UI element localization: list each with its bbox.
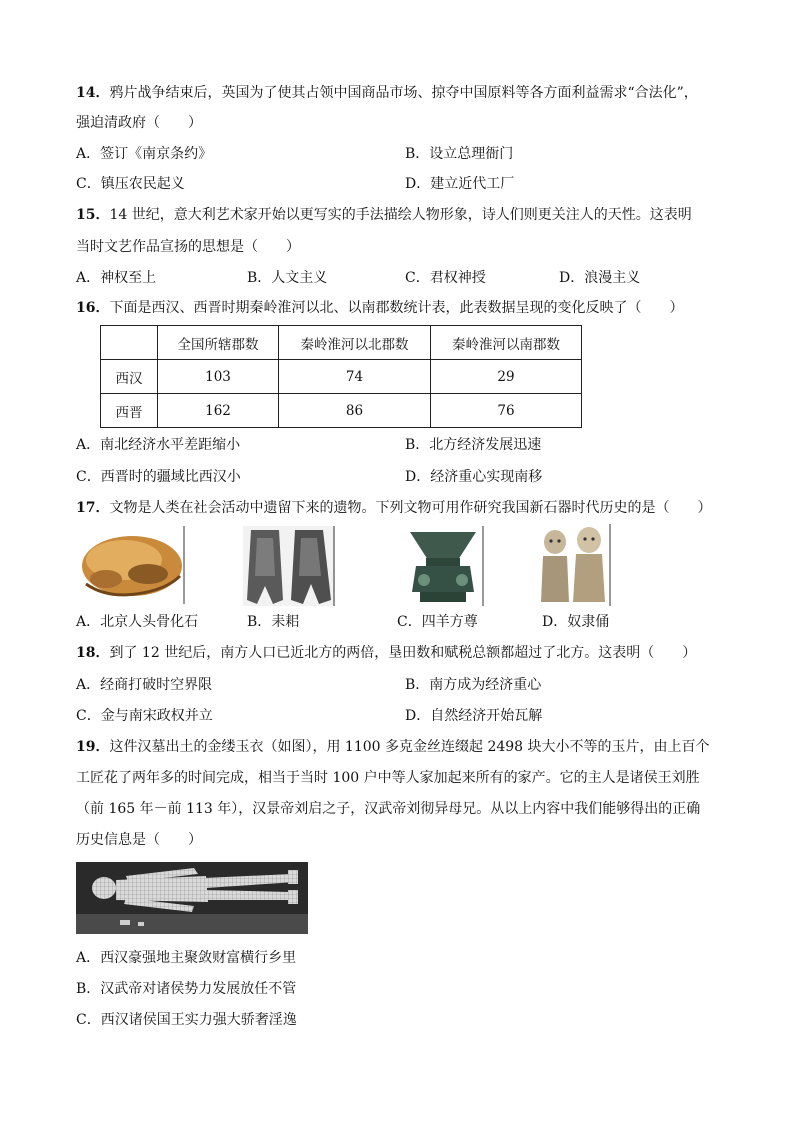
- q16-stem-line1: [76, 298, 683, 318]
- q14-stem-line1: [76, 83, 698, 103]
- peking-man-skull-image: [76, 524, 188, 606]
- q14-option-b[interactable]: B．设立总理衙门: [405, 146, 514, 162]
- q17-option-d[interactable]: D．奴隶俑: [542, 614, 610, 630]
- q19-stem-line4: 历史信息是（ ）: [76, 832, 202, 848]
- table-cell: 86: [279, 394, 431, 428]
- q16-option-b[interactable]: B．北方经济发展迅速: [405, 437, 542, 453]
- table-cell: 西晋: [101, 394, 158, 428]
- table-header-cell: [101, 326, 158, 360]
- q19-option-b[interactable]: B．汉武帝对诸侯势力发展放任不管: [76, 981, 297, 997]
- q16-option-c[interactable]: C．西晋时的疆域比西汉小: [76, 469, 241, 485]
- q19-number: 19．: [76, 739, 110, 755]
- table-row: [101, 394, 582, 428]
- q14-stem-line2: 强迫清政府（ ）: [76, 115, 202, 131]
- table-header-row: [101, 326, 582, 360]
- q15-option-c[interactable]: C．君权神授: [405, 270, 486, 286]
- q15-option-a[interactable]: A．神权至上: [76, 270, 157, 286]
- q18-option-c[interactable]: C．金与南宋政权并立: [76, 708, 213, 724]
- q15-stem-line2: 当时文艺作品宣扬的思想是（ ）: [76, 239, 300, 255]
- q17-option-a[interactable]: A．北京人头骨化石: [76, 614, 199, 630]
- q14-text: 鸦片战争结束后，英国为了使其占领中国商品市场、掠夺中国原料等各方面利益需求“合法化”，: [109, 85, 698, 101]
- q17-text: 文物是人类在社会活动中遗留下来的遗物。下列文物可用作研究我国新石器时代历史的是（ ）: [109, 500, 712, 516]
- q19-stem-line1: [76, 737, 710, 757]
- q16-option-d[interactable]: D．经济重心实现南移: [405, 469, 543, 485]
- q17-option-c[interactable]: C．四羊方尊: [397, 614, 478, 630]
- q17-option-b[interactable]: B．耒耜: [247, 614, 300, 630]
- q17-stem-line1: [76, 498, 711, 518]
- table-row: [101, 360, 582, 394]
- q16-text: 下面是西汉、西晋时期秦岭淮河以北、以南郡数统计表，此表数据呈现的变化反映了（ ）: [109, 300, 684, 316]
- q16-option-a[interactable]: A．南北经济水平差距缩小: [76, 437, 241, 453]
- q15-number: 15．: [76, 207, 110, 223]
- q16-number: 16．: [76, 300, 110, 316]
- table-cell: 103: [158, 360, 279, 394]
- q14-number: 14．: [76, 85, 110, 101]
- four-ram-zun-image: [402, 526, 484, 606]
- table-cell: 29: [431, 360, 582, 394]
- q15-option-d[interactable]: D．浪漫主义: [559, 270, 641, 286]
- q14-option-c[interactable]: C．镇压农民起义: [76, 176, 185, 192]
- q18-option-d[interactable]: D．自然经济开始瓦解: [405, 708, 543, 724]
- table-cell: 76: [431, 394, 582, 428]
- q15-option-b[interactable]: B．人文主义: [247, 270, 328, 286]
- q19-stem-line2: 工匠花了两年多的时间完成，相当于当时 100 户中等人家加起来所有的家产。它的主人是诸侯王刘胜: [76, 770, 700, 786]
- q14-option-d[interactable]: D．建立近代工厂: [405, 176, 515, 192]
- q18-number: 18．: [76, 645, 110, 661]
- q19-text: 这件汉墓出土的金缕玉衣（如图），用 1100 多克金丝连缀起 2498 块大小不等的玉片，由上百个: [109, 739, 710, 755]
- county-statistics-table: [100, 325, 582, 428]
- table-header-cell: 秦岭淮河以北郡数: [279, 326, 431, 360]
- q14-option-a[interactable]: A．签订《南京条约》: [76, 146, 213, 162]
- q18-text: 到了 12 世纪后，南方人口已近北方的两倍，垦田数和赋税总额都超过了北方。这表明（ ）: [109, 645, 697, 661]
- q18-option-a[interactable]: A．经商打破时空界限: [76, 677, 213, 693]
- q15-text: 14 世纪，意大利艺术家开始以更写实的手法描绘人物形象，诗人们则更关注人的天性。这表明: [109, 207, 692, 223]
- slave-figurines-image: [535, 524, 611, 606]
- q19-option-c[interactable]: C．西汉诸侯国王实力强大骄奢淫逸: [76, 1012, 297, 1028]
- table-cell: 西汉: [101, 360, 158, 394]
- table-header-cell: 秦岭淮河以南郡数: [431, 326, 582, 360]
- q18-option-b[interactable]: B．南方成为经济重心: [405, 677, 542, 693]
- leisi-tool-image: [243, 526, 335, 606]
- q17-number: 17．: [76, 500, 110, 516]
- q19-option-a[interactable]: A．西汉豪强地主聚敛财富横行乡里: [76, 950, 297, 966]
- q18-stem-line1: [76, 643, 696, 663]
- q15-stem-line1: [76, 205, 692, 225]
- table-cell: 74: [279, 360, 431, 394]
- table-cell: 162: [158, 394, 279, 428]
- q19-stem-line3: （前 165 年－前 113 年），汉景帝刘启之子，汉武帝刘彻异母兄。从以上内容中我们能够得出的正确: [76, 801, 701, 817]
- table-header-cell: 全国所辖郡数: [158, 326, 279, 360]
- jade-burial-suit-image: [76, 862, 308, 934]
